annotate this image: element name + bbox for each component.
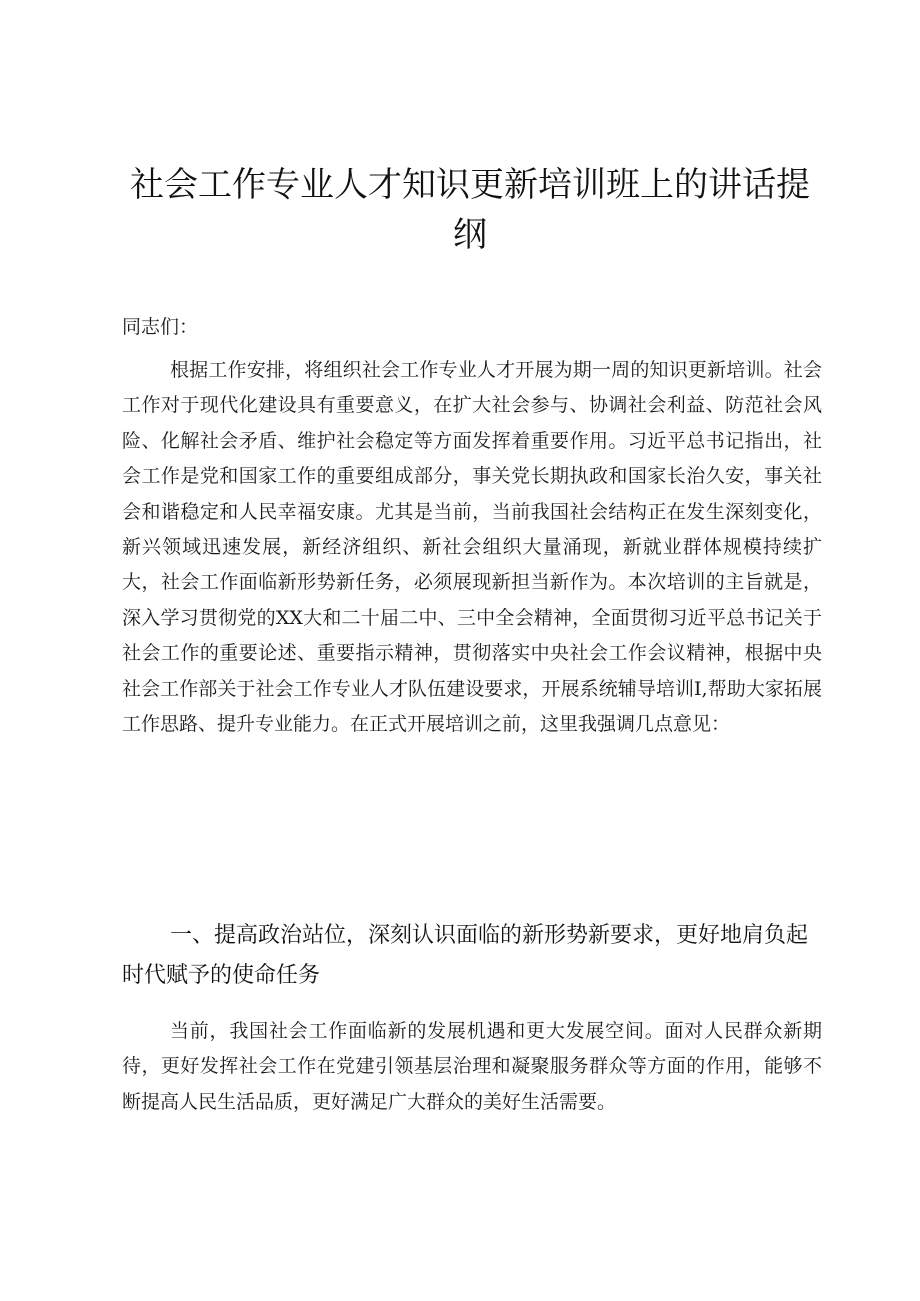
document-title: 社会工作专业人才知识更新培训班上的讲话提纲 — [130, 165, 810, 255]
salutation: 同志们： — [122, 316, 199, 338]
body-paragraph-section-1: 当前，我国社会工作面临新的发展机遇和更大发展空间。面对人民群众新期待，更好发挥社会工作在党建引领基层治理和凝聚服务群众等方面的作用，能够不断提高人民生活品质，更好满足广大群众的美好生活需要。 — [122, 1020, 822, 1113]
body-paragraph-intro: 根据工作安排，将组织社会工作专业人才开展为期一周的知识更新培训。社会工作对于现代化建设具有重要意义，在扩大社会参与、协调社会利益、防范社会风险、化解社会矛盾、维护社会稳定等方面发挥着重要作用。习近平总书记指出，社会工作是党和国家工作的重要组成部分，事关党长期执政和国家长治久安，事关社会和谐稳定和人民幸福安康。尤其是当前，当前我国社会结构正在发生深刻变化，新兴领域迅速发展，新经济组织、新社会组织大量涌现，新就业群体规模持续扩大，社会工作面临新形势新任务，必须展现新担当新作为。本次培训的主旨就是，深入学习贯彻党的XX大和二十届二中、三中全会精神，全面贯彻习近平总书记关于社会工作的重要论述、重要指示精神，贯彻落实中央社会工作会议精神，根据中央社会工作部关于社会工作专业人才队伍建设要求，开展系统辅导培训I,帮助大家拓展工作思路、提升专业能力。在正式开展培训之前，这里我强调几点意见： — [122, 359, 822, 736]
section-heading-1: 一、提高政治站位，深刻认识面临的新形势新要求，更好地肩负起时代赋予的使命任务 — [122, 923, 809, 988]
